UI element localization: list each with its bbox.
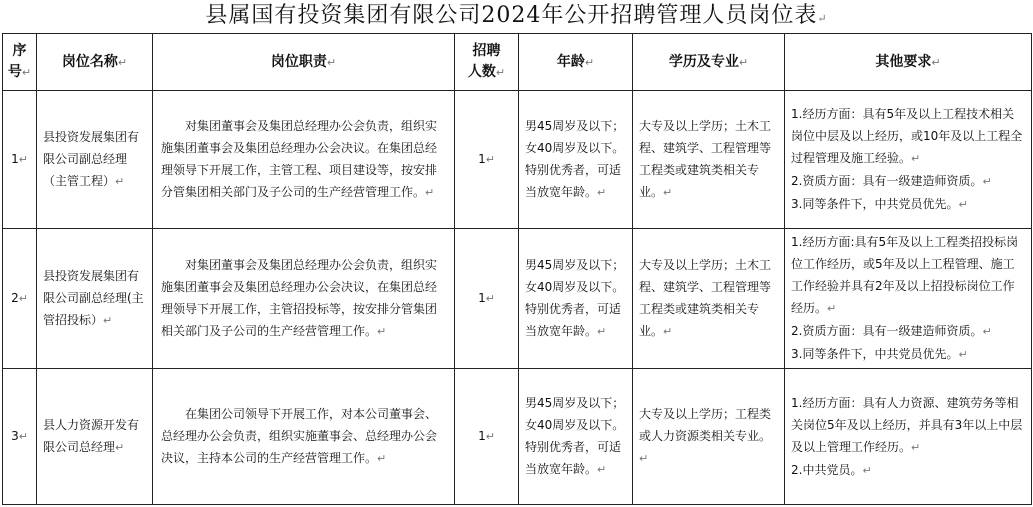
header-seq: 序 号↵	[3, 34, 37, 91]
requirement-item: 2.中共党员。↵	[791, 462, 872, 477]
cell-position: 县投资发展集团有限公司副总经理（主管工程）↵	[37, 91, 153, 229]
cell-duty: 对集团董事会及集团总经理办公会负责，组织实施集团董事会及集团总经理办公会决议。在集团总经理领导下开展工作，主管工程、项目建设等，按安排分管集团相关部门及子公司的生产经营管理工作。↵	[153, 91, 455, 229]
cell-count: 1↵	[455, 229, 519, 369]
cell-seq: 3↵	[3, 369, 37, 505]
header-row	[3, 34, 1032, 91]
header-other: 其他要求↵	[785, 34, 1032, 91]
positions-table	[2, 33, 1032, 505]
cell-education: 大专及以上学历；工程类或人力资源类相关专业。↵	[633, 369, 785, 505]
header-education: 学历及专业↵	[633, 34, 785, 91]
cell-other	[785, 369, 1032, 505]
cell-position: 县人力资源开发有限公司总经理↵	[37, 369, 153, 505]
cell-duty: 在集团公司领导下开展工作，对本公司董事会、总经理办公会负责，组织实施董事会、总经理办公会决议，主持本公司的生产经营管理工作。↵	[153, 369, 455, 505]
requirement-item: 3.同等条件下，中共党员优先。↵	[791, 197, 968, 211]
cell-seq: 1↵	[3, 91, 37, 229]
cell-position: 县投资发展集团有限公司副总经理(主管招投标）↵	[37, 229, 153, 369]
cell-seq: 2↵	[3, 229, 37, 369]
requirement-item: 1.经历方面:具有5年及以上工程类招投标岗位工作经历，或5年及以上工程管理、施工工作经验并具有2年及以上招投标岗位工作经历。↵	[791, 235, 1019, 315]
cell-other	[785, 229, 1032, 369]
cell-education: 大专及以上学历；土木工程、建筑学、工程管理等工程类或建筑类相关专业。↵	[633, 91, 785, 229]
requirement-item: 1.经历方面：具有5年及以上工程技术相关岗位中层及以上经历，或10年及以上工程全过程管理及施工经验。↵	[791, 107, 1023, 165]
cell-count: 1↵	[455, 91, 519, 229]
cell-age: 男45周岁及以下；女40周岁及以下。特别优秀者，可适当放宽年龄。↵	[519, 369, 633, 505]
cell-count: 1↵	[455, 369, 519, 505]
cell-education: 大专及以上学历；土木工程、建筑学、工程管理等工程类或建筑类相关专业。↵	[633, 229, 785, 369]
requirement-item: 3.同等条件下，中共党员优先。↵	[791, 347, 968, 361]
cell-age: 男45周岁及以下；女40周岁及以下。特别优秀者，可适当放宽年龄。↵	[519, 91, 633, 229]
title-text: 县属国有投资集团有限公司2024年公开招聘管理人员岗位表	[205, 3, 818, 28]
requirement-item: 2.资质方面：具有一级建造师资质。↵	[791, 174, 992, 188]
page-title	[0, 0, 1033, 33]
cell-age: 男45周岁及以下；女40周岁及以下。特别优秀者，可适当放宽年龄。↵	[519, 229, 633, 369]
cell-duty: 对集团董事会及集团总经理办公会负责，组织实施集团董事会及集团总经理办公会决议，在集团总经理领导下开展工作，主管招投标等，按安排分管集团相关部门及子公司的生产经营管理工作。↵	[153, 229, 455, 369]
table-row	[3, 229, 1032, 369]
header-duty: 岗位职责↵	[153, 34, 455, 91]
paragraph-mark-icon: ↵	[817, 12, 828, 25]
table-row	[3, 369, 1032, 505]
header-position: 岗位名称↵	[37, 34, 153, 91]
requirement-item: 1.经历方面：具有人力资源、建筑劳务等相关岗位5年及以上经历，并具有3年以上中层及以上管理工作经历。↵	[791, 395, 1023, 454]
requirement-item: 2.资质方面：具有一级建造师资质。↵	[791, 324, 992, 338]
header-count: 招聘 人数↵	[455, 34, 519, 91]
table-row	[3, 91, 1032, 229]
cell-other	[785, 91, 1032, 229]
header-age: 年龄↵	[519, 34, 633, 91]
